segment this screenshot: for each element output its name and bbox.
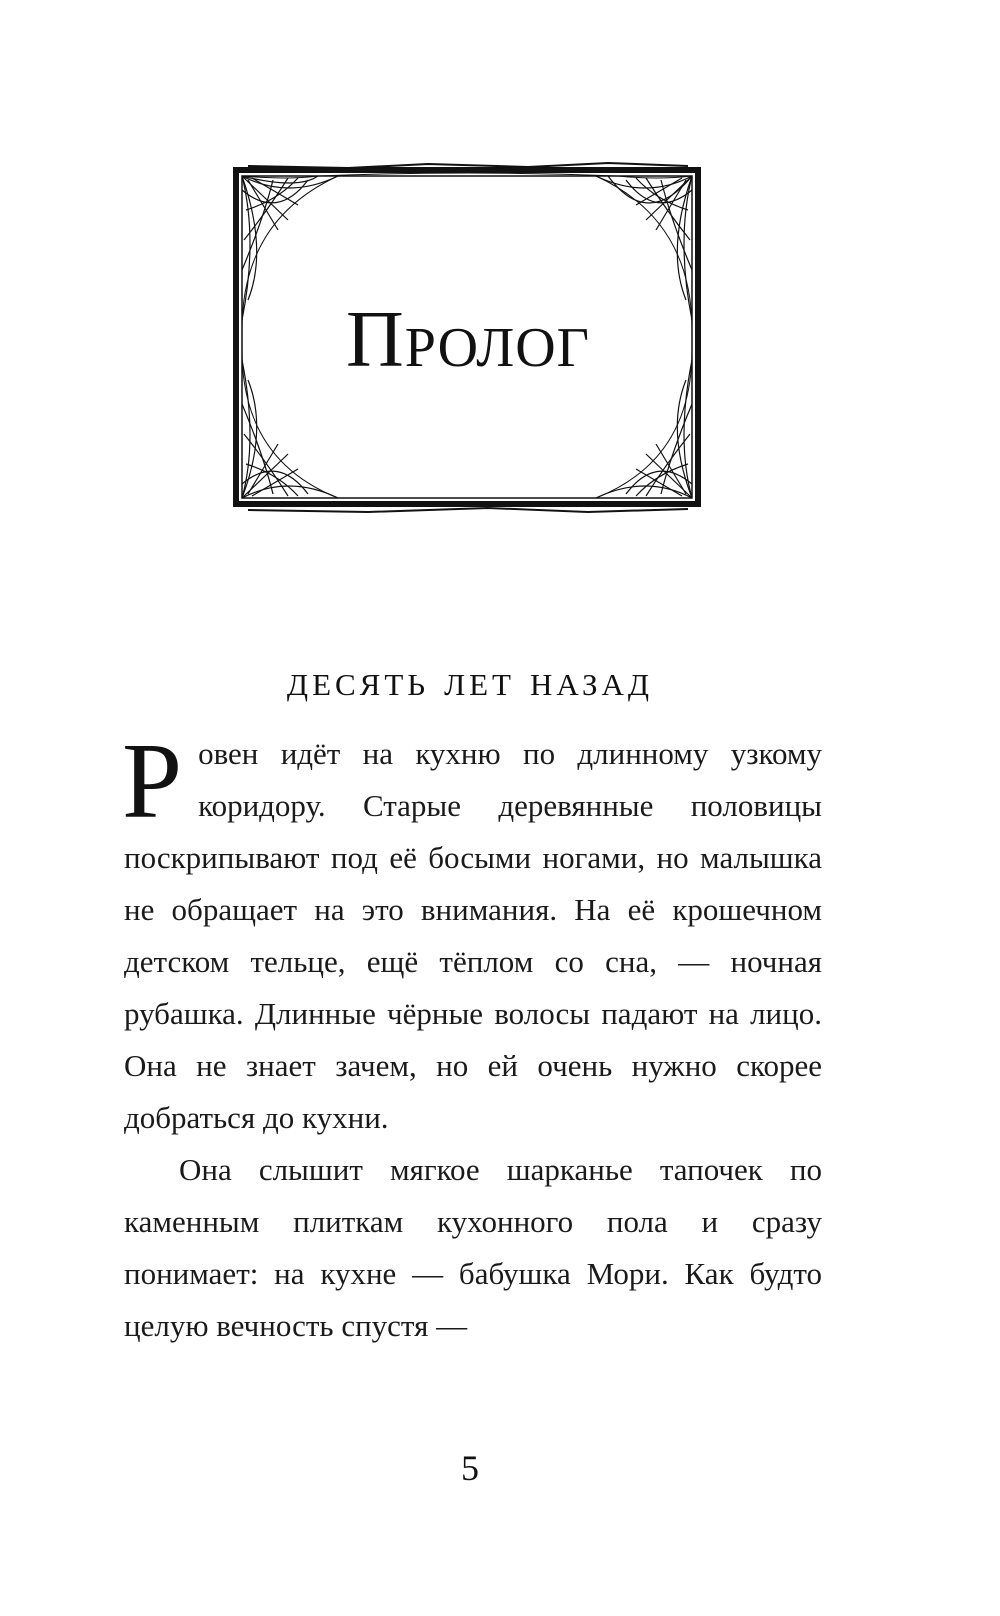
- drop-cap: Р: [122, 722, 183, 841]
- paragraph-2: Она слышит мягкое шарканье тапочек по каменным плиткам кухонного пола и сразу понимает: на кухне — бабушка Мори. Как будто целую вечность спустя —: [124, 1152, 822, 1343]
- body-text: [122, 722, 822, 1352]
- paragraph-1: [122, 722, 822, 1144]
- paragraph-1-text: овен идёт на кухню по длинному узкому коридору. Старые деревянные половицы поскрипывают под её босыми ногами, но малышка не обращает на это внимания. На её крошечном детском тельце, ещё тёплом со сна, — ночная рубашка. Длинные чёрные волосы падают на лицо. Она не знает зачем, но ей очень нужно скорее добраться до кухни.: [124, 736, 822, 1135]
- chapter-subtitle: десять лет назад: [286, 656, 654, 705]
- page-number: 5: [461, 1448, 479, 1488]
- chapter-title: Пролог: [345, 295, 591, 384]
